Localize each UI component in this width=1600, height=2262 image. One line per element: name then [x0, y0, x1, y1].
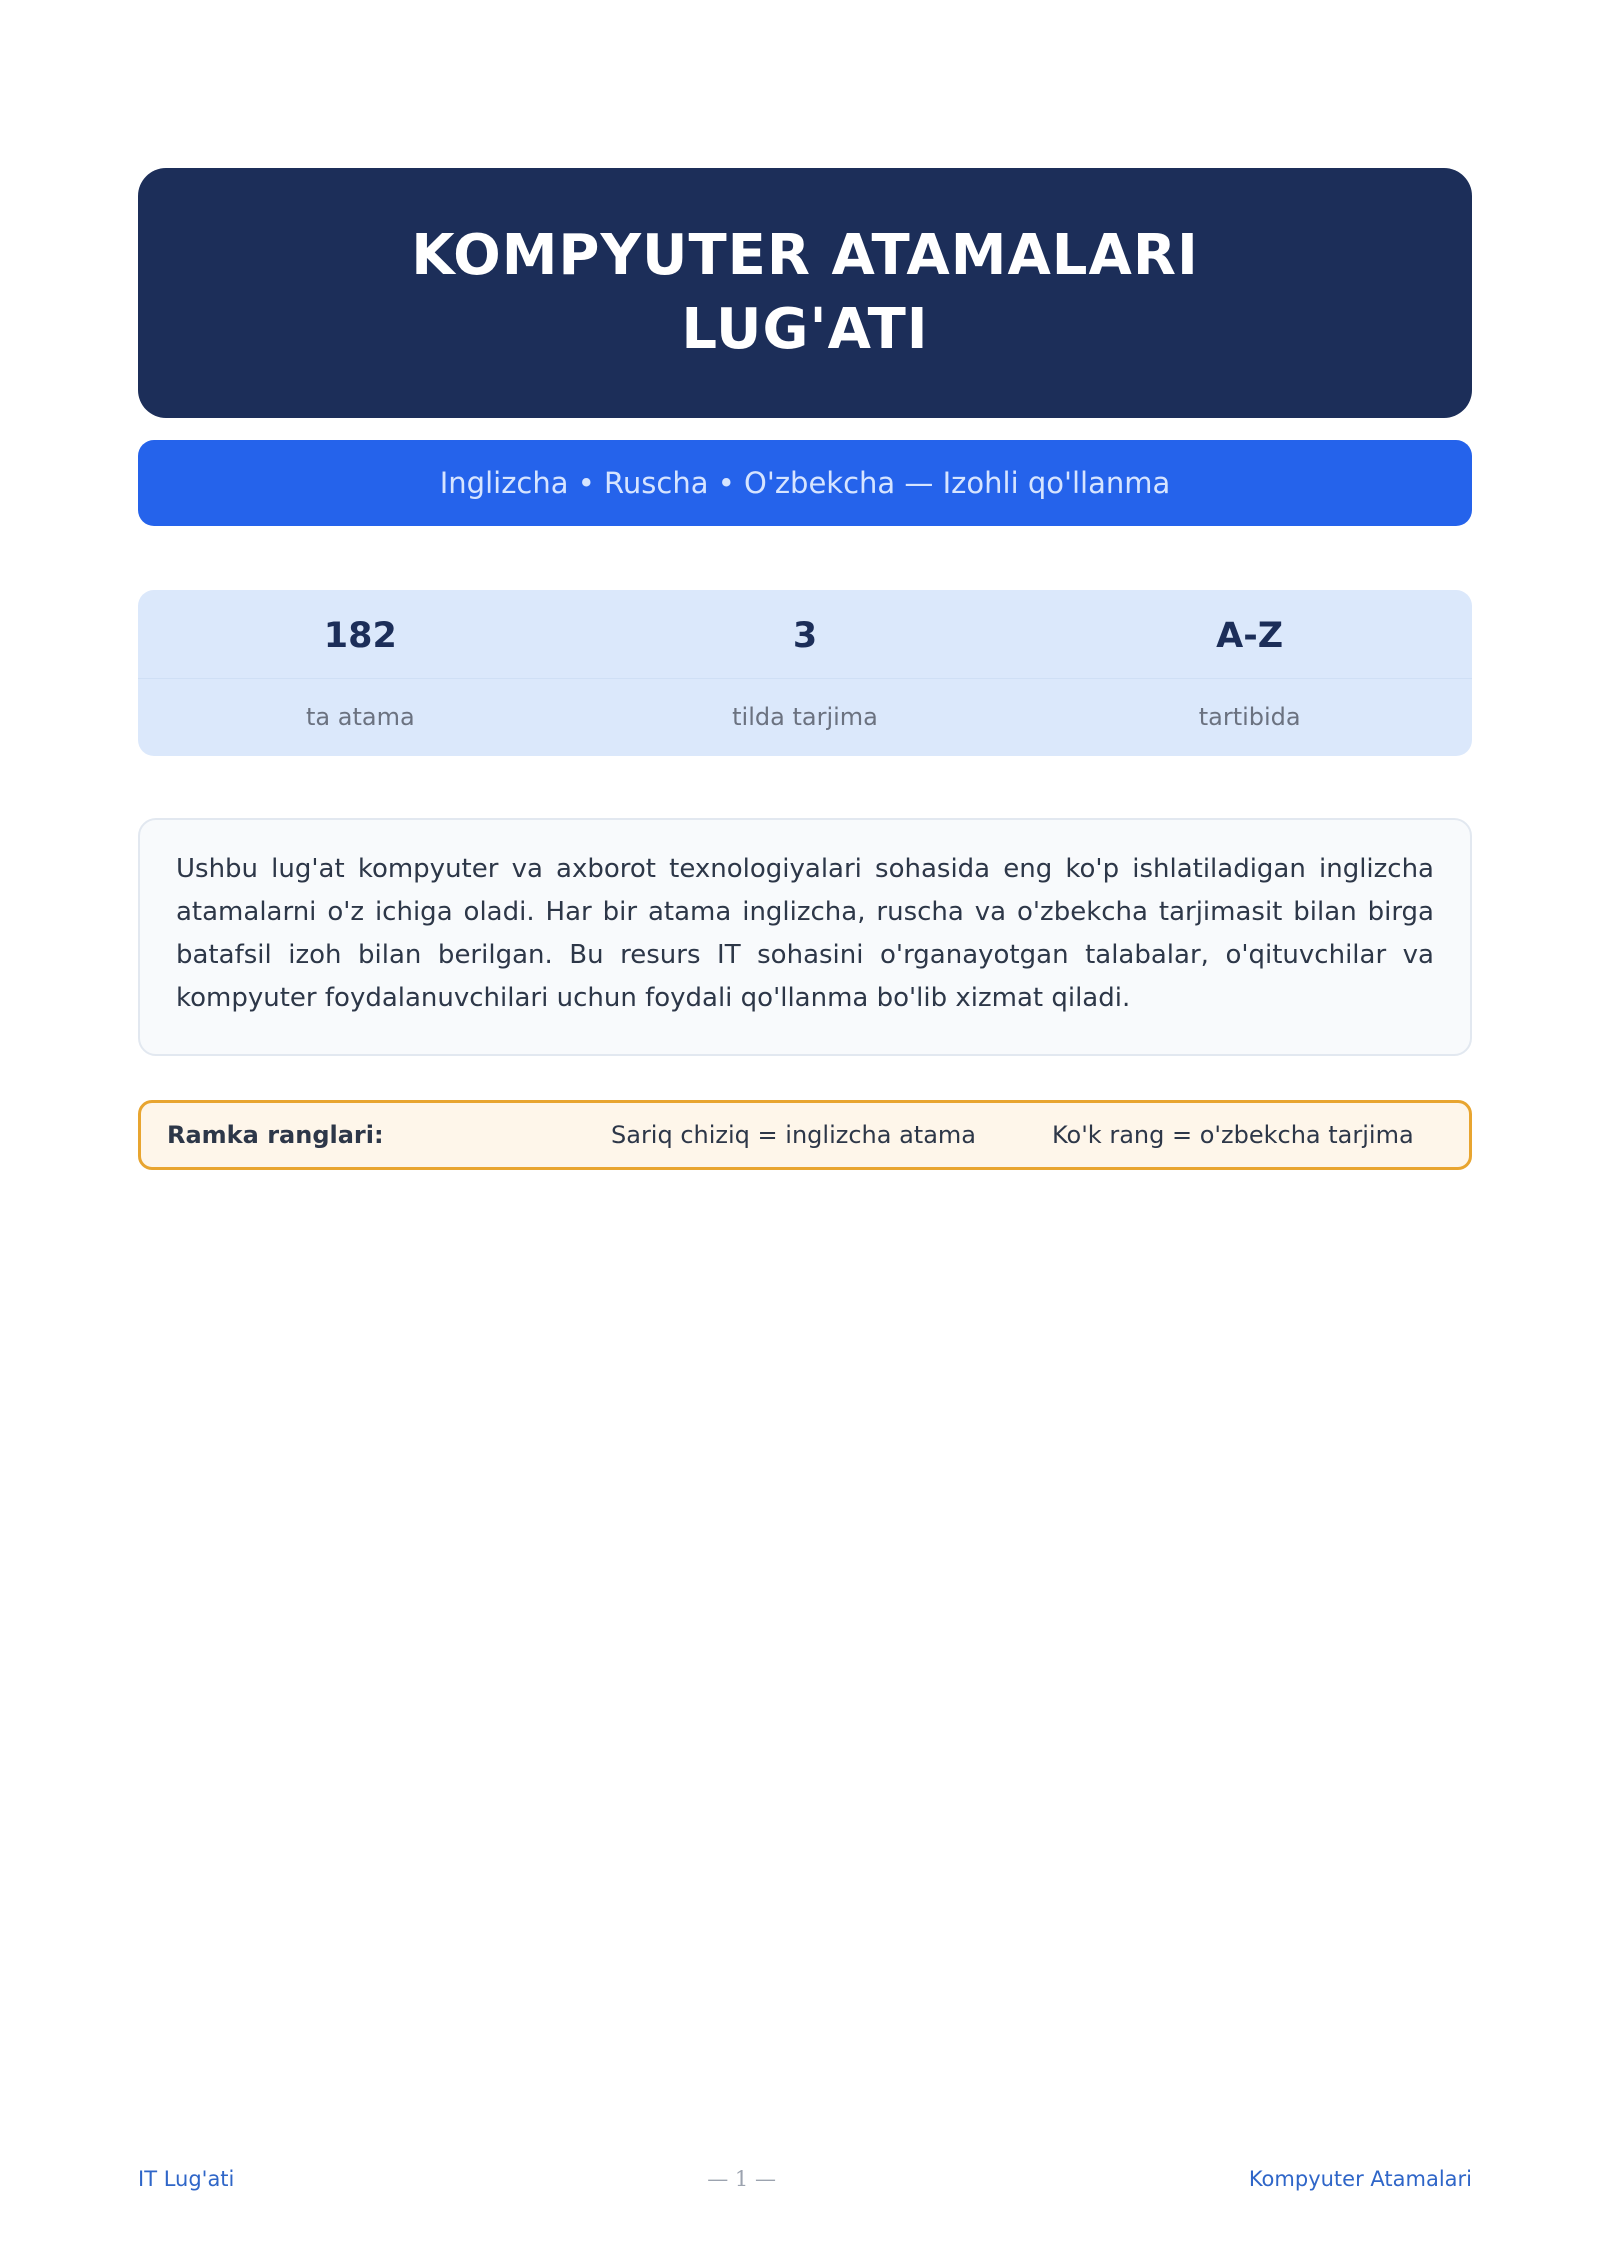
stat-terms: [138, 590, 583, 756]
page-title-line2: LUG'ATI: [681, 297, 929, 362]
stat-languages: [583, 590, 1028, 756]
stat-divider: [138, 678, 583, 679]
page-title: [355, 219, 1255, 367]
page-content: [138, 168, 1472, 1170]
stat-value: 3: [792, 616, 818, 656]
stat-order: [1027, 590, 1472, 756]
stats-panel: [138, 590, 1472, 756]
legend-item-english: Sariq chiziq = inglizcha atama: [611, 1121, 976, 1149]
page-title-line1: KOMPYUTER ATAMALARI: [411, 223, 1199, 288]
title-banner: [138, 168, 1472, 418]
stat-value: 182: [323, 616, 397, 656]
color-legend: [138, 1100, 1472, 1170]
stat-label: tartibida: [1198, 703, 1301, 731]
legend-item-uzbek: Ko'k rang = o'zbekcha tarjima: [1051, 1121, 1414, 1149]
page-number: — 1 —: [707, 2167, 776, 2191]
stat-label: ta atama: [306, 703, 415, 731]
intro-paragraph: Ushbu lug'at kompyuter va axborot texnologiyalari sohasida eng ko'p ishlatiladigan inglizcha atamalarni o'z ichiga oladi. Har bir atama inglizcha, ruscha va o'zbekcha tarjimasit bilan birga batafsil izoh bilan berilgan. Bu resurs IT sohasini o'rganayotgan talabalar, o'qituvchilar va kompyuter foydalanuvchilari uchun foydali qo'llanma bo'lib xizmat qiladi.: [176, 854, 1434, 1013]
subtitle-banner: [138, 440, 1472, 526]
stat-divider: [583, 678, 1028, 679]
intro-panel: [138, 818, 1472, 1056]
page-footer: [138, 2164, 1472, 2194]
footer-right-text: Kompyuter Atamalari: [1248, 2167, 1472, 2191]
footer-left-text: IT Lug'ati: [138, 2167, 235, 2191]
subtitle-text: Inglizcha • Ruscha • O'zbekcha — Izohli qo'llanma: [439, 466, 1171, 500]
stat-divider: [1027, 678, 1472, 679]
stat-value: A-Z: [1216, 616, 1284, 656]
stat-label: tilda tarjima: [732, 703, 878, 731]
legend-title: Ramka ranglari:: [167, 1121, 384, 1149]
